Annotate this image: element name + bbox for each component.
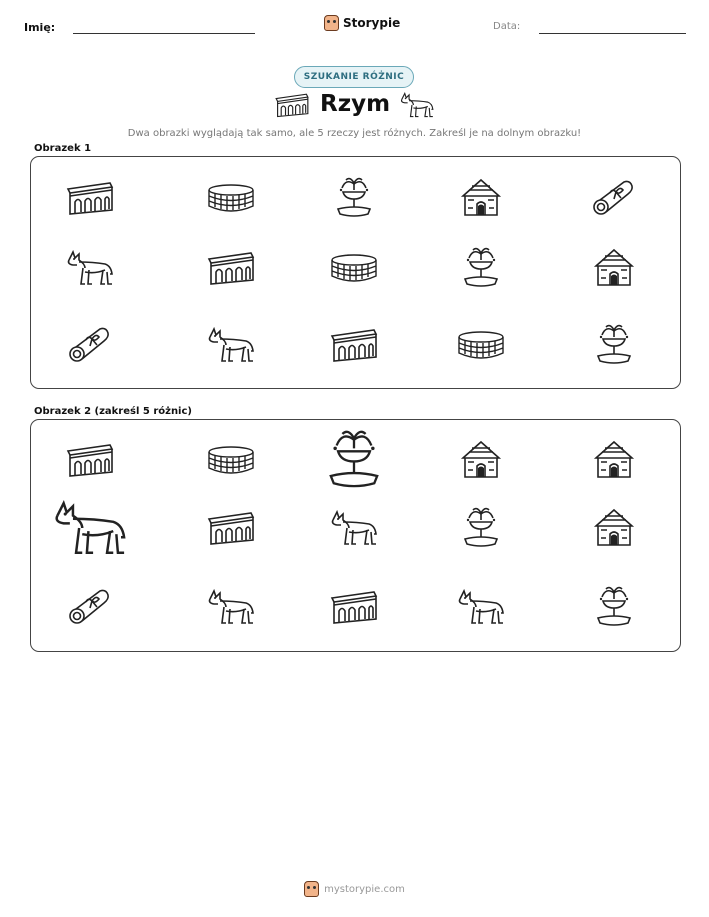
brand-name: Storypie — [343, 16, 401, 30]
brand-logo — [324, 15, 400, 31]
scroll-icon — [590, 178, 638, 218]
aqueduct-icon — [65, 180, 115, 216]
fountain-icon[interactable] — [461, 506, 501, 550]
page-title: Rzym — [320, 91, 391, 117]
hut-icon[interactable] — [592, 508, 636, 548]
aqueduct-icon — [329, 327, 379, 363]
colosseum-icon — [206, 182, 256, 214]
activity-badge: SZUKANIE RÓŻNIC — [294, 66, 414, 88]
hut-icon[interactable] — [459, 440, 503, 480]
panel2-label: Obrazek 2 (zakreśl 5 różnic) — [34, 406, 192, 417]
scroll-icon[interactable] — [66, 587, 114, 627]
instructions: Dwa obrazki wyglądają tak samo, ale 5 rzeczy jest różnych. Zakreśl je na dolnym obrazku! — [127, 128, 582, 139]
wolf-icon — [206, 325, 256, 365]
wolf-icon[interactable] — [329, 508, 379, 548]
fountain-icon[interactable] — [325, 428, 383, 492]
wolf-icon — [65, 248, 115, 288]
fountain-icon[interactable] — [594, 585, 634, 629]
aqueduct-icon[interactable] — [329, 589, 379, 625]
date-label: Data: — [493, 21, 521, 32]
wolf-icon[interactable] — [456, 587, 506, 627]
footer-url: mystorypie.com — [324, 883, 405, 895]
scroll-icon — [66, 325, 114, 365]
fountain-icon — [334, 176, 374, 220]
colosseum-icon — [329, 252, 379, 284]
title-aqueduct-icon — [274, 92, 310, 118]
colosseum-icon[interactable] — [206, 444, 256, 476]
name-line[interactable] — [73, 33, 255, 34]
panel1-label: Obrazek 1 — [34, 143, 92, 154]
footer — [0, 881, 709, 897]
storypie-logo-icon — [304, 881, 319, 897]
hut-icon[interactable] — [592, 440, 636, 480]
date-line[interactable] — [539, 33, 686, 34]
title-wolf-icon — [399, 90, 435, 120]
wolf-icon[interactable] — [206, 587, 256, 627]
fountain-icon — [594, 323, 634, 367]
aqueduct-icon — [206, 250, 256, 286]
wolf-icon[interactable] — [51, 497, 129, 559]
hut-icon — [459, 178, 503, 218]
fountain-icon — [461, 246, 501, 290]
colosseum-icon — [456, 329, 506, 361]
storypie-logo-icon — [324, 15, 339, 31]
hut-icon — [592, 248, 636, 288]
aqueduct-icon[interactable] — [65, 442, 115, 478]
aqueduct-icon[interactable] — [206, 510, 256, 546]
name-label: Imię: — [24, 21, 56, 34]
